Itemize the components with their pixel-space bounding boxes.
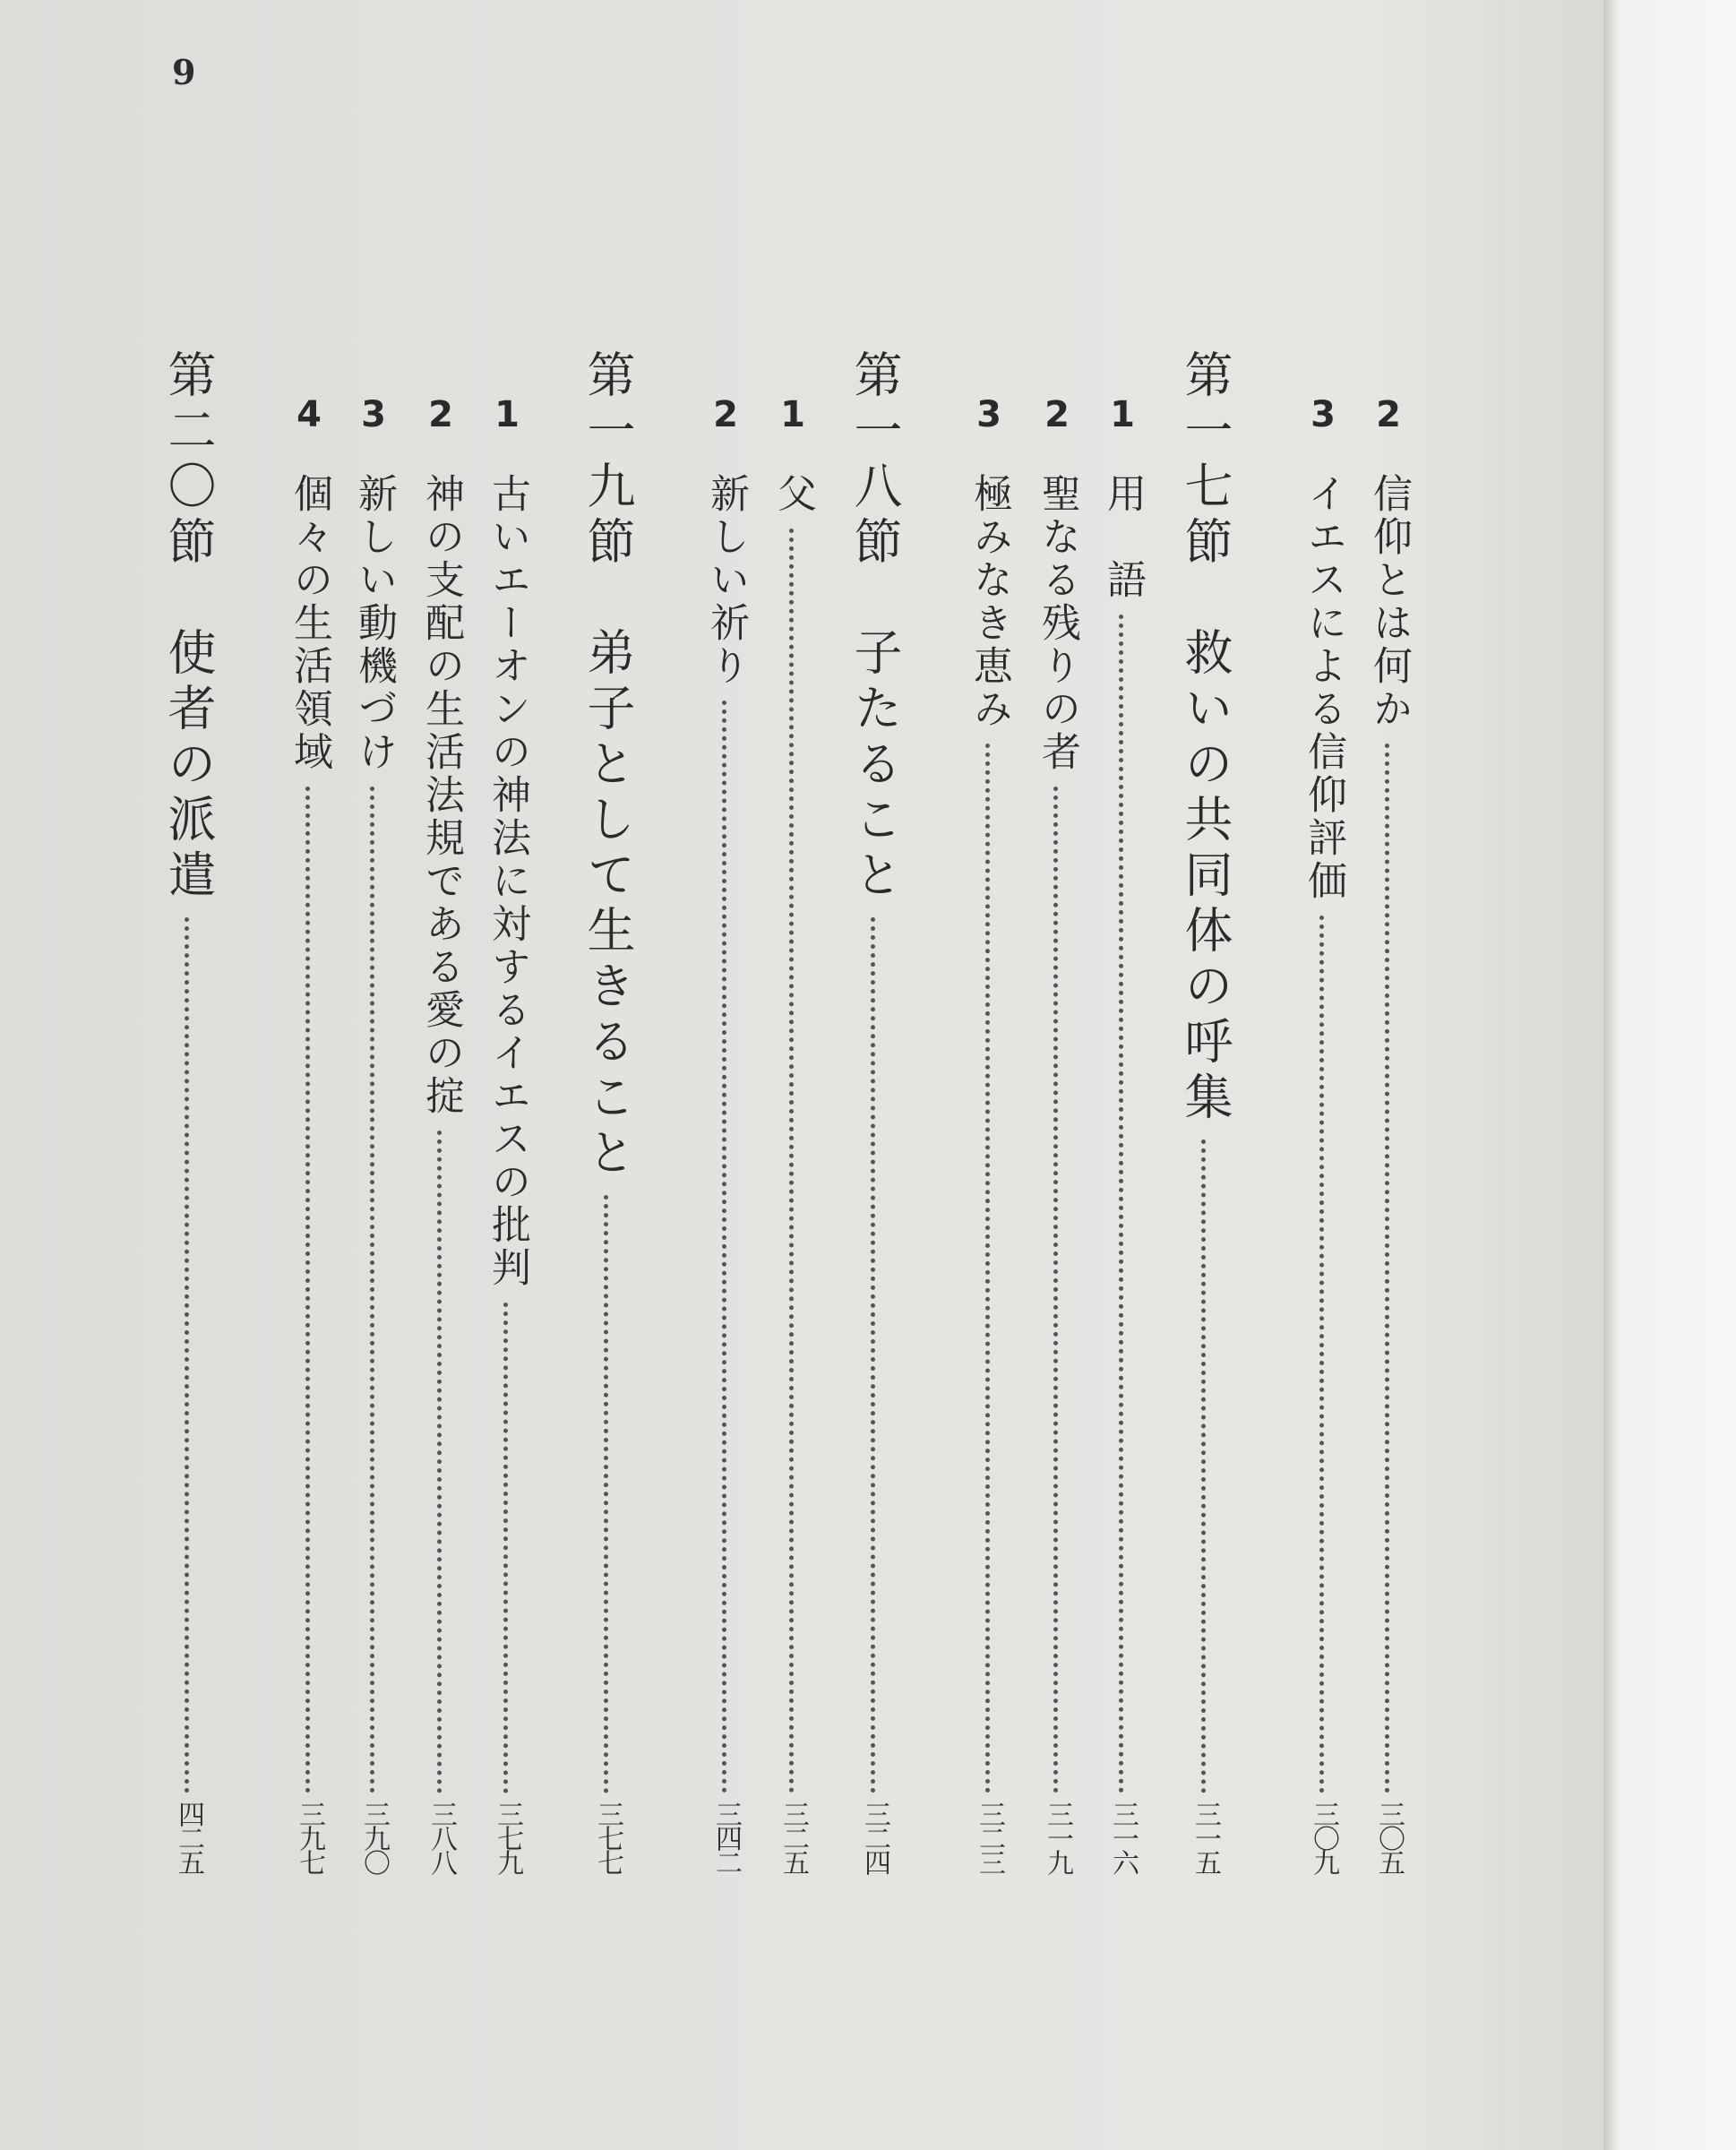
toc-section-heading — [843, 349, 906, 1872]
leader-dots — [604, 1195, 608, 1793]
section-title: 第一七節 救いの共同体の呼集 — [1177, 349, 1233, 1127]
entry-title: 聖なる残りの者 — [1035, 473, 1080, 774]
entry-title: 極みなき恵み — [967, 473, 1012, 731]
page-reference: 三〇五 — [1373, 1801, 1405, 1873]
leader-dots — [305, 787, 310, 1793]
toc-section-heading — [576, 349, 639, 1872]
toc-entry-number: 3 — [1311, 394, 1336, 435]
toc-entry — [1357, 349, 1420, 1872]
toc-entry-number: 2 — [1044, 394, 1070, 435]
page-reference: 三七九 — [492, 1801, 523, 1873]
leader-dots — [1053, 787, 1058, 1793]
leader-dots — [1119, 615, 1123, 1793]
page-reference: 三九〇 — [358, 1801, 390, 1873]
toc-entry — [476, 349, 538, 1872]
toc-entry — [1292, 349, 1354, 1872]
toc-entry — [278, 349, 340, 1872]
toc-entry — [409, 349, 472, 1872]
leader-dots — [985, 744, 990, 1793]
toc-section-heading — [157, 349, 219, 1872]
page-number: 9 — [172, 52, 196, 92]
toc-entry-number: 2 — [1376, 394, 1401, 435]
page-reference: 三七七 — [592, 1801, 623, 1873]
toc-entry-number: 2 — [428, 394, 453, 435]
entry-title: イエスによる信仰評価 — [1301, 473, 1346, 903]
section-title: 第一八節 子たること — [847, 349, 903, 905]
page-reference: 三八八 — [425, 1801, 457, 1873]
page-reference: 三二三 — [974, 1801, 1005, 1873]
toc-entry — [342, 349, 405, 1872]
page-reference: 三四二 — [710, 1801, 742, 1873]
entry-title: 古いエーオンの神法に対するイエスの批判 — [485, 473, 530, 1290]
page-reference: 三九七 — [294, 1801, 325, 1873]
page-reference: 三一五 — [1190, 1801, 1221, 1873]
toc-entry-number: 2 — [713, 394, 738, 435]
entry-title: 用 語 — [1100, 473, 1146, 602]
toc-entry — [958, 349, 1020, 1872]
entry-title: 神の支配の生活法規である愛の掟 — [418, 473, 464, 1118]
page-edge — [1603, 0, 1736, 2150]
toc-entry-number: 1 — [494, 394, 520, 435]
toc-entry — [1091, 349, 1154, 1872]
leader-dots — [871, 917, 875, 1793]
leader-dots — [1319, 916, 1324, 1793]
page-reference: 三〇九 — [1308, 1801, 1339, 1873]
leader-dots — [503, 1303, 508, 1793]
entry-title: 信仰とは何か — [1366, 473, 1412, 731]
section-title: 第一九節 弟子として生きること — [580, 349, 636, 1182]
toc-entry-number: 1 — [1110, 394, 1135, 435]
leader-dots — [370, 787, 374, 1793]
toc-entry — [1026, 349, 1088, 1872]
page-reference: 三二五 — [778, 1801, 809, 1873]
entry-title: 新しい動機づけ — [351, 473, 397, 774]
page-reference: 三一六 — [1107, 1801, 1139, 1873]
leader-dots — [1201, 1140, 1206, 1793]
toc-entry — [694, 349, 757, 1872]
page-reference: 三二四 — [859, 1801, 890, 1873]
leader-dots — [789, 529, 794, 1793]
toc-entry-number: 1 — [780, 394, 805, 435]
entry-title: 父 — [770, 473, 816, 516]
toc-entry-number: 3 — [361, 394, 386, 435]
toc-entry-number: 4 — [296, 394, 322, 435]
entry-title: 新しい祈り — [703, 473, 749, 688]
page-reference: 三一九 — [1042, 1801, 1073, 1873]
toc-entry — [761, 349, 824, 1872]
leader-dots — [722, 701, 726, 1793]
page-reference: 四二五 — [173, 1801, 204, 1873]
section-title: 第二〇節 使者の派遣 — [160, 349, 217, 905]
toc-entry-number: 3 — [976, 394, 1001, 435]
leader-dots — [1385, 744, 1389, 1793]
toc-section-heading — [1173, 349, 1236, 1872]
entry-title: 個々の生活領域 — [287, 473, 332, 774]
leader-dots — [437, 1131, 442, 1793]
leader-dots — [185, 917, 189, 1793]
